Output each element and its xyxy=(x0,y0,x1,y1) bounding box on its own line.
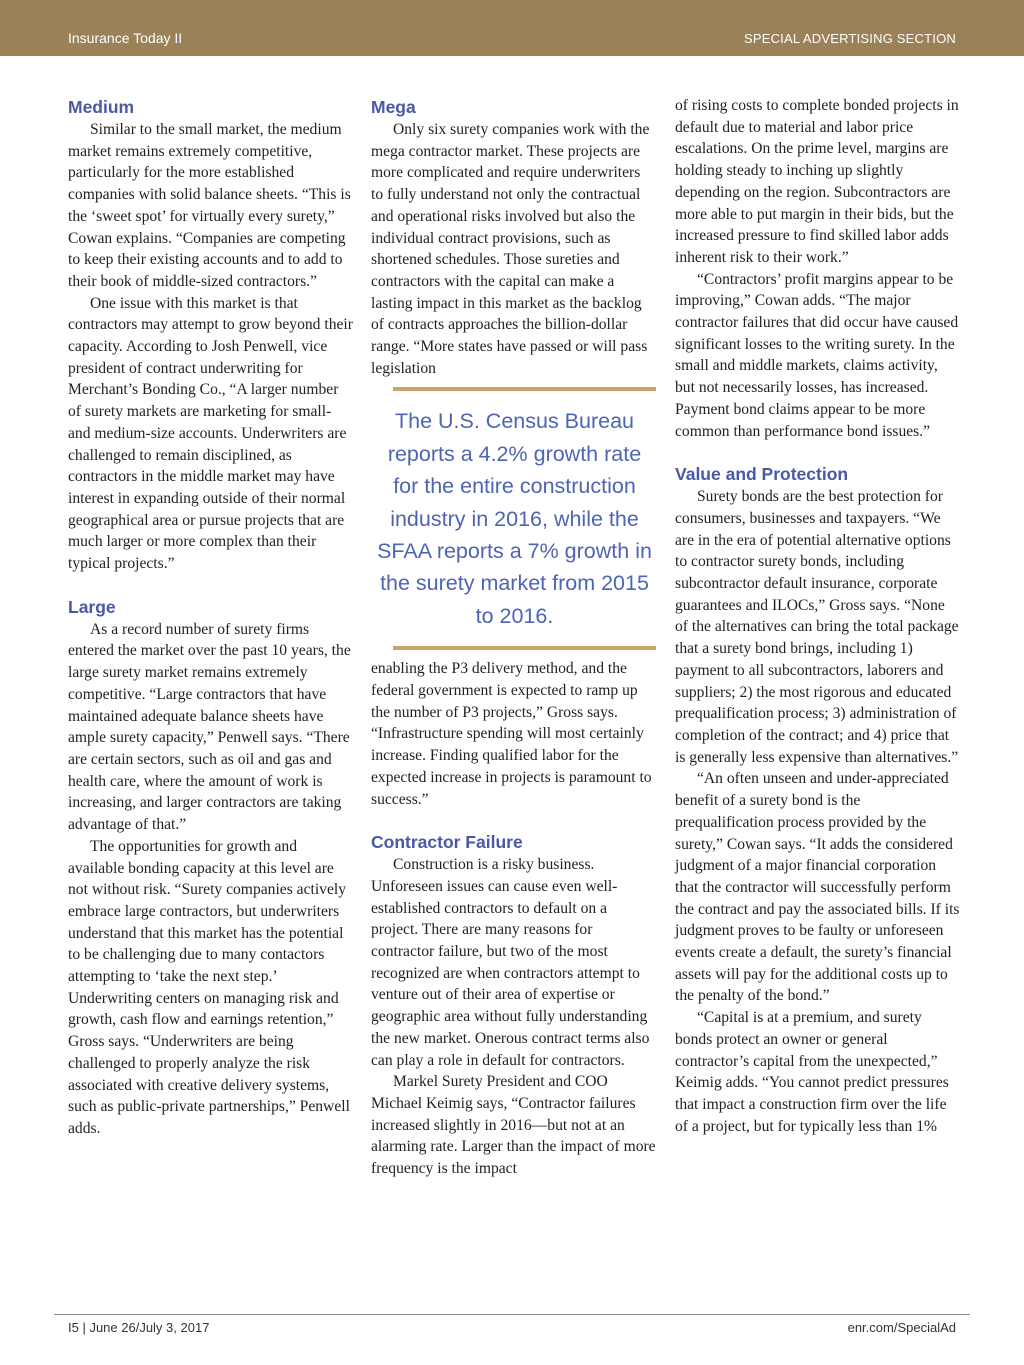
paragraph: Only six surety companies work with the mega contractor market. These projects are more complicated and require underwriters to fully understand not only the contractual and operational risks involved but also the individual contract provisions, such as shortened schedules. Those sureties and contractors with the capital can make a lasting impact in this market as the backlog of contracts approaches the billion-dollar range. “More states have passed or will pass legislation xyxy=(371,121,650,377)
footer-divider xyxy=(54,1314,970,1315)
header-bar xyxy=(0,0,1024,56)
paragraph: Similar to the small market, the medium market remains extremely competitive, particularly for the more established companies with solid balance sheets. “This is the ‘sweet spot’ for virtually every surety,” Cowan explains. “Companies are competing to keep their existing accounts and to add to their book of middle-sized contractors.” xyxy=(68,121,351,290)
pull-quote xyxy=(371,387,656,650)
paragraph: Markel Surety President and COO Michael Keimig says, “Contractor failures increased slightly in 2016—but not at an alarming rate. Larger than the impact of more frequency is the impact xyxy=(371,1073,656,1178)
pull-quote-bottom-rule xyxy=(393,646,656,650)
section-heading-contractor-failure: Contractor Failure xyxy=(371,832,523,853)
section-label: SPECIAL ADVERTISING SECTION xyxy=(743,31,956,46)
section-heading-mega: Mega xyxy=(371,97,416,117)
paragraph: Construction is a risky business. Unforeseen issues can cause even well-established contractors to default on a project. There are many reasons for contractor failure, but two of the most recognized are when contractors attempt to venture out of their area of expertise or geographic area without fully understanding the new market. Onerous contract terms also can play a role in default for contractors. xyxy=(371,856,650,1069)
paragraph-continued: of rising costs to complete bonded projects in default due to material and labor price escalations. On the prime level, margins are holding steady to inching up slightly depending on the region. Subcontractors are more able to put margin in their bids, but the increased pressure to find skilled labor adds inherent risk to their work.” xyxy=(675,97,959,266)
footer-website: enr.com/SpecialAd xyxy=(847,1320,956,1335)
article-column-1 xyxy=(68,95,353,1140)
section-heading-large: Large xyxy=(68,596,116,617)
section-heading-value-and-protection: Value and Protection xyxy=(675,464,849,485)
paragraph: One issue with this market is that contractors may attempt to grow beyond their capacity. According to Josh Penwell, vice president of contract underwriting for Merchant’s Bonding Co., “A larger number of surety markets are marketing for small- and medium-size accounts. Underwriters are challenged to remain disciplined, as contractors in the middle market may have interest in expanding outside of their normal geographical area or pursue projects that are much larger or more complex than their typical projects.” xyxy=(68,294,353,573)
article-column-2 xyxy=(371,95,656,1180)
paragraph: “Contractors’ profit margins appear to be improving,” Cowan adds. “The major contractor failures that did occur have caused significant losses to the writing surety. In the small and middle markets, claims activity, but not necessarily losses, has increased. Payment bond claims appear to be more common than performance bond issues.” xyxy=(675,270,959,440)
paragraph: Surety bonds are the best protection for consumers, businesses and taxpayers. “We are in the era of potential alternative options to contractor surety bonds, including subcontractor default insurance, corporate guarantees and ILOCs,” Gross says. “None of the alternatives can bring the total package that a surety bond brings, including 1) payment to all subcontractors, laborers and suppliers; 2) the most rigorous and educated prequalification process; 3) administration of completion of the contract; and 4) price that is generally less expensive than alternatives.” xyxy=(675,488,959,766)
paragraph: The opportunities for growth and available bonding capacity at this level are not without risk. “Surety companies actively embrace large contractors, but underwriters understand that this market has the potential to be challenging due to many contactors attempting to ‘take the next step.’ Underwriting centers on managing risk and growth, cash flow and earnings retention,” Gross says. “Underwriters are being challenged to properly analyze the risk associated with creative delivery systems, such as public-private partnerships,” Penwell adds. xyxy=(68,837,350,1137)
publication-title: Insurance Today II xyxy=(68,30,183,46)
article-column-3 xyxy=(675,95,960,1137)
paragraph: “Capital is at a premium, and surety bonds protect an owner or general contractor’s capital from the unexpected,” Keimig adds. “You cannot predict pressures that impact a construction firm over the life of a project, but for typically less than 1% xyxy=(675,1009,949,1135)
pull-quote-text: The U.S. Census Bureau reports a 4.2% growth rate for the entire construction industry in 2016, while the SFAA reports a 7% growth in the surety market from 2015 to 2016. xyxy=(377,409,652,628)
paragraph: As a record number of surety firms entered the market over the past 10 years, the large surety market remains extremely competitive. “Large contractors that have maintained adequate balance sheets have ample surety capacity,” Penwell says. “There are certain sectors, such as oil and gas and health care, where the amount of work is increasing, and larger contractors are taking advantage of that.” xyxy=(68,620,351,834)
paragraph: “An often unseen and under-appreciated benefit of a surety bond is the prequalification process provided by the surety,” Cowan says. “It adds the considered judgment of a major financial corporation that the contractor will successfully perform the contract and pay the associated bills. If its judgment proves to be faulty or unforeseen events create a default, the surety’s financial assets will pay for the additional costs up to the penalty of the bond.” xyxy=(675,770,960,1005)
page-number-date: I5 | June 26/July 3, 2017 xyxy=(68,1320,210,1335)
section-heading-medium: Medium xyxy=(68,97,135,117)
paragraph-continued: enabling the P3 delivery method, and the federal government is expected to ramp up the number of P3 projects,” Gross says. “Infrastructure spending will most certainly increase. Finding qualified labor for the expected increase in projects is paramount to success.” xyxy=(371,660,652,808)
